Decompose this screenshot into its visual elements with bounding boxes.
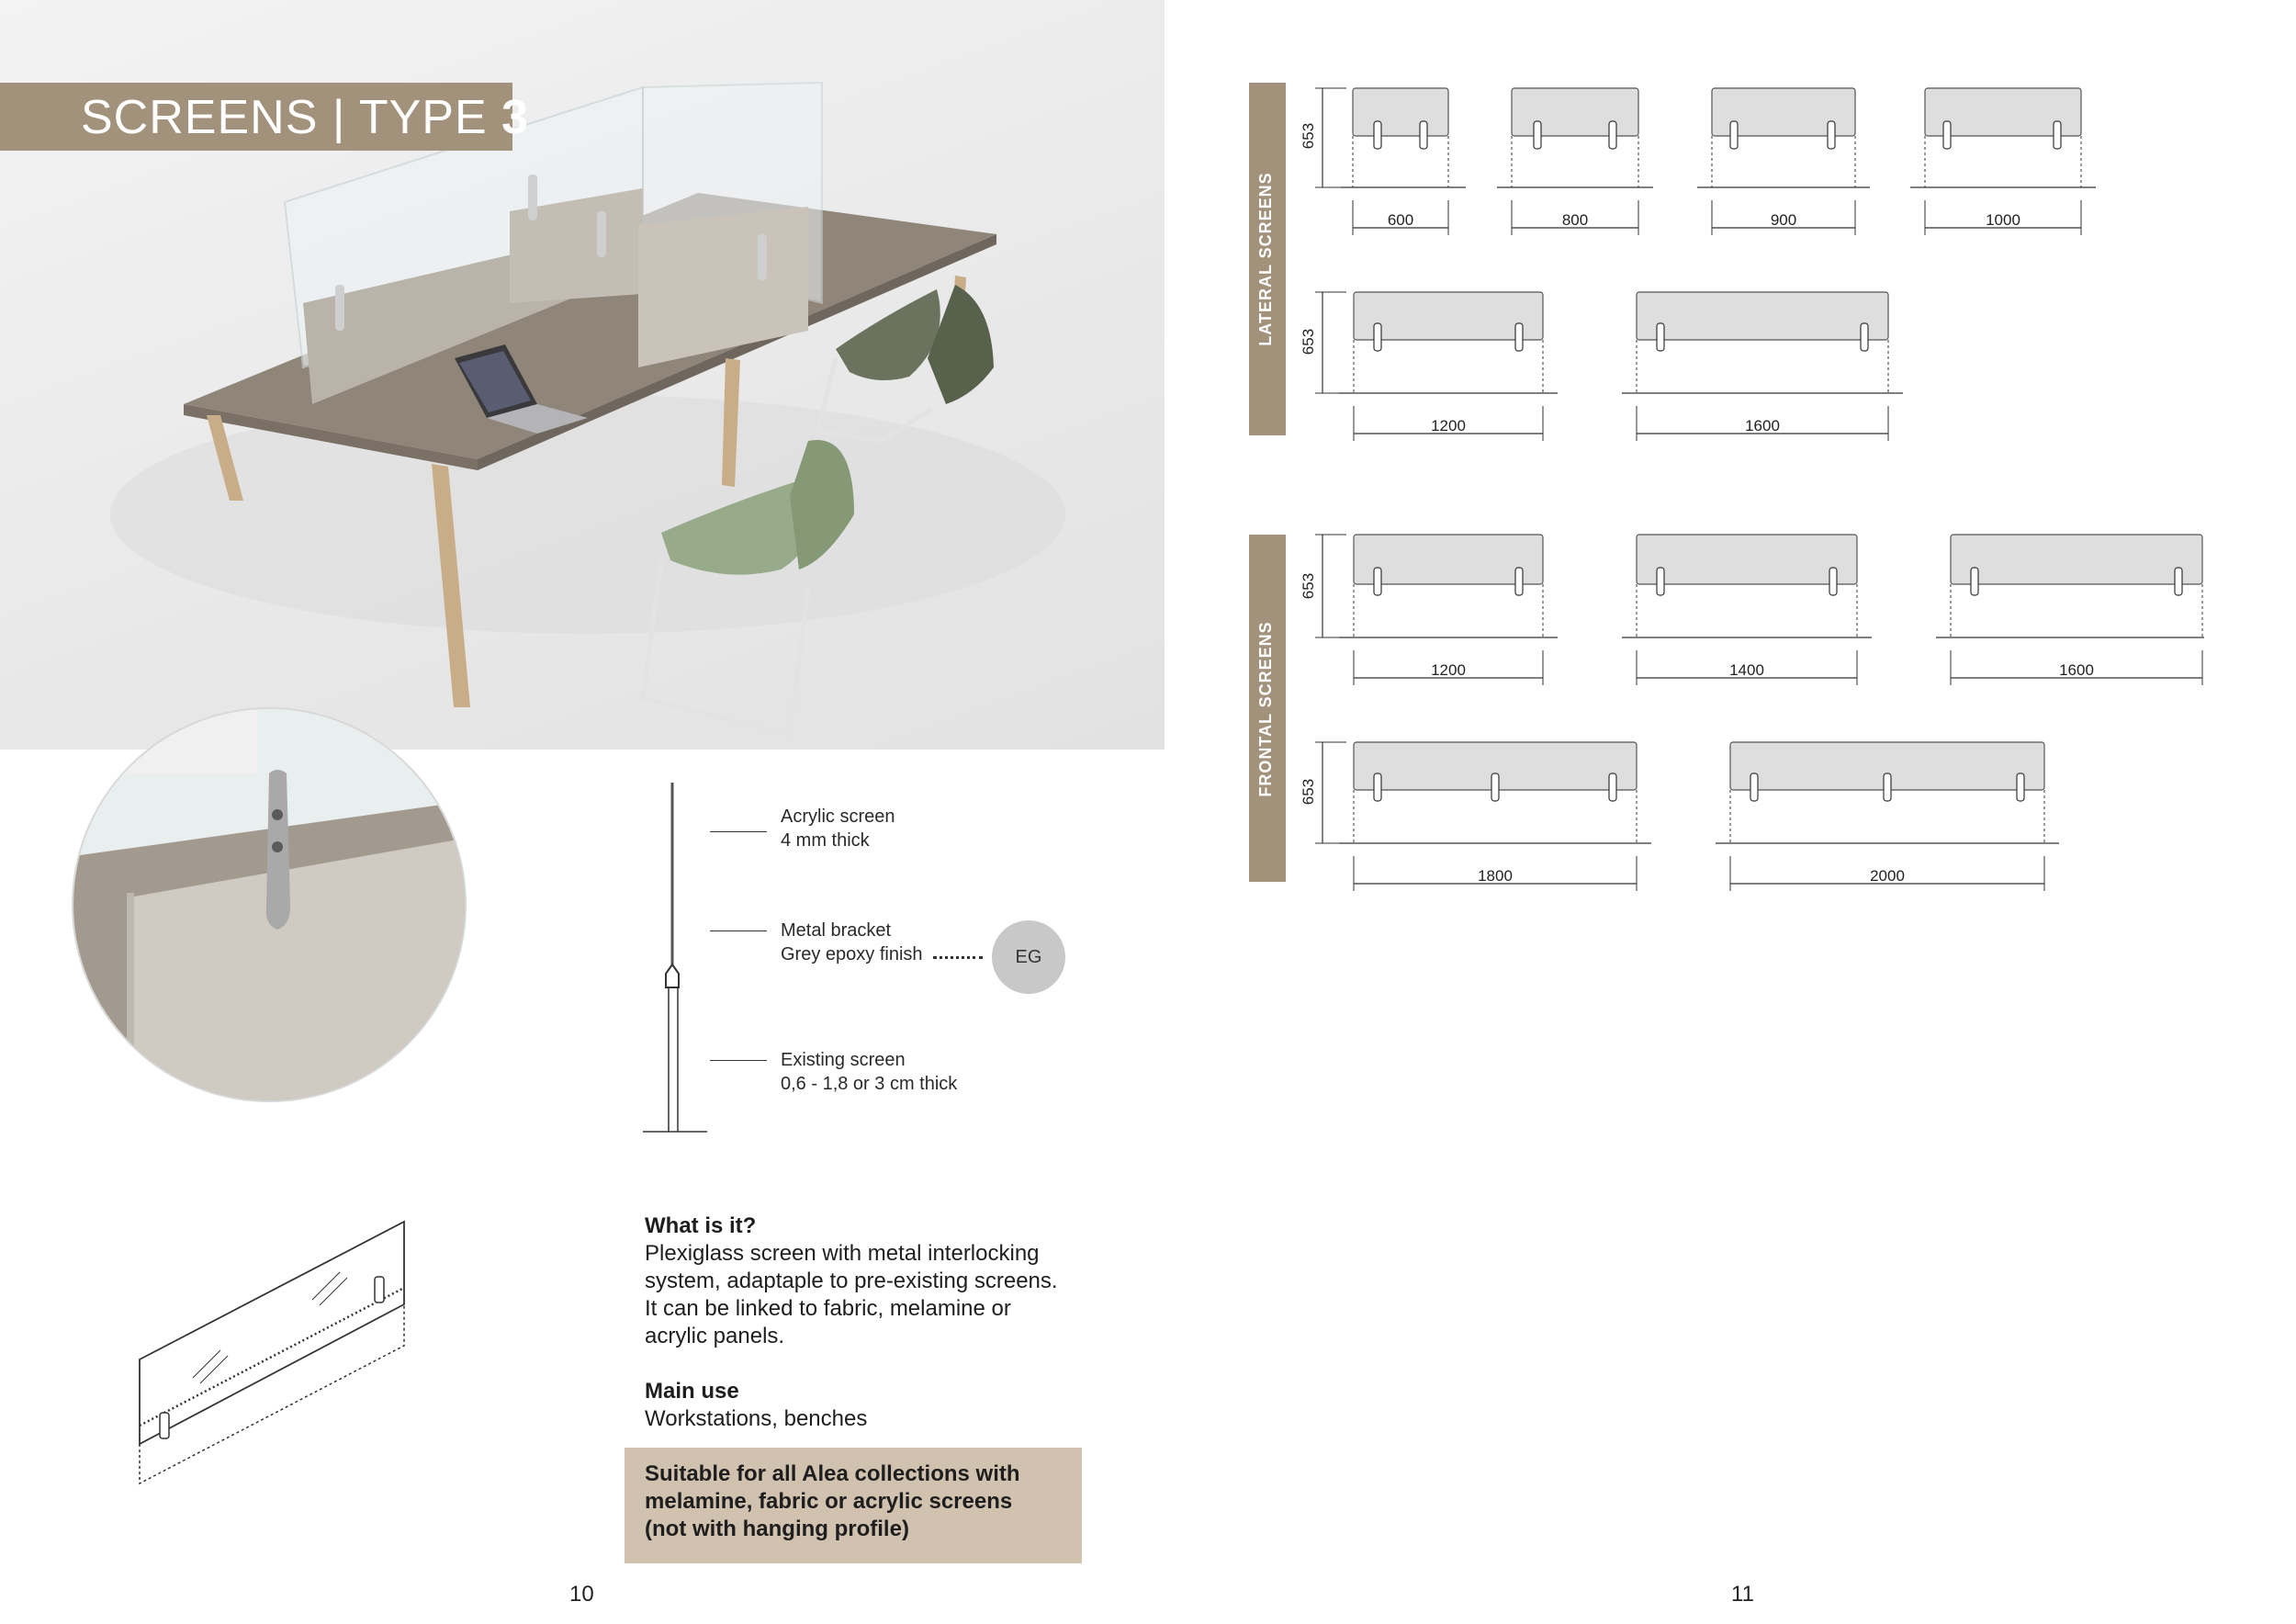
- callout-existing-title: Existing screen: [781, 1050, 906, 1070]
- section-diagram: [634, 781, 744, 1139]
- lateral-width-label: 900: [1770, 211, 1797, 229]
- frontal-label: FRONTAL SCREENS: [1256, 621, 1275, 797]
- title-main: SCREENS | TYPE: [81, 91, 488, 144]
- frontal-height-label: 653: [1300, 778, 1317, 806]
- frontal-width-label: 1800: [1478, 867, 1513, 885]
- lateral-dimension-drawings: [1286, 73, 2112, 533]
- what-is-it-line: It can be linked to fabric, melamine or: [645, 1296, 1011, 1321]
- suitability-line: (not with hanging profile): [645, 1517, 909, 1541]
- main-use-text: Workstations, benches: [645, 1406, 868, 1431]
- lateral-width-label: 1200: [1431, 417, 1466, 434]
- suitability-text: [645, 1460, 1067, 1543]
- callout-bracket-title: Metal bracket: [781, 920, 892, 941]
- lateral-width-label: 1600: [1745, 417, 1780, 434]
- callout-existing: [781, 1048, 957, 1096]
- what-is-it-body: [645, 1240, 1058, 1350]
- page-number-left: 10: [569, 1582, 594, 1607]
- frontal-width-label: 2000: [1870, 867, 1905, 885]
- suitability-line: Suitable for all Alea collections with: [645, 1461, 1020, 1486]
- frontal-width-label: 1200: [1431, 661, 1466, 679]
- title-number: 3: [501, 91, 530, 144]
- lateral-width-label: 600: [1387, 211, 1414, 229]
- what-is-it-line: system, adaptaple to pre-existing screens.: [645, 1269, 1058, 1293]
- frontal-width-label: 1600: [2059, 661, 2094, 679]
- callout-acrylic-detail: 4 mm thick: [781, 830, 870, 851]
- lateral-height-label: 653: [1300, 328, 1317, 355]
- page-number-right: 11: [1731, 1582, 1754, 1607]
- callout-line-bracket: [710, 930, 767, 931]
- lateral-width-label: 1000: [1986, 211, 2020, 229]
- what-is-it-heading: What is it?: [645, 1213, 757, 1238]
- lateral-width-label: 800: [1561, 211, 1589, 229]
- callout-acrylic: [781, 805, 895, 852]
- finish-badge: EG: [992, 920, 1065, 994]
- frontal-dimension-drawings: [1286, 524, 2204, 909]
- callout-acrylic-title: Acrylic screen: [781, 806, 895, 827]
- frontal-width-label: 1400: [1729, 661, 1764, 679]
- bracket-closeup-image: [73, 709, 467, 1102]
- suitability-line: melamine, fabric or acrylic screens: [645, 1489, 1013, 1514]
- what-is-it-line: acrylic panels.: [645, 1324, 785, 1348]
- screen-line-drawing: [129, 1203, 422, 1497]
- page-title: [81, 90, 529, 145]
- callout-bracket-detail: Grey epoxy finish: [781, 944, 923, 964]
- frontal-height-label: 653: [1300, 572, 1317, 600]
- bracket-detail-closeup: [72, 707, 467, 1102]
- callout-existing-detail: 0,6 - 1,8 or 3 cm thick: [781, 1074, 958, 1094]
- lateral-height-label: 653: [1300, 122, 1317, 150]
- callout-line-acrylic: [710, 831, 767, 832]
- main-use-heading: Main use: [645, 1379, 739, 1404]
- finish-leader-dots: [933, 956, 983, 959]
- callout-line-existing: [710, 1060, 767, 1061]
- lateral-label: LATERAL SCREENS: [1256, 172, 1275, 346]
- callout-bracket: [781, 919, 923, 966]
- what-is-it-line: Plexiglass screen with metal interlocking: [645, 1241, 1040, 1266]
